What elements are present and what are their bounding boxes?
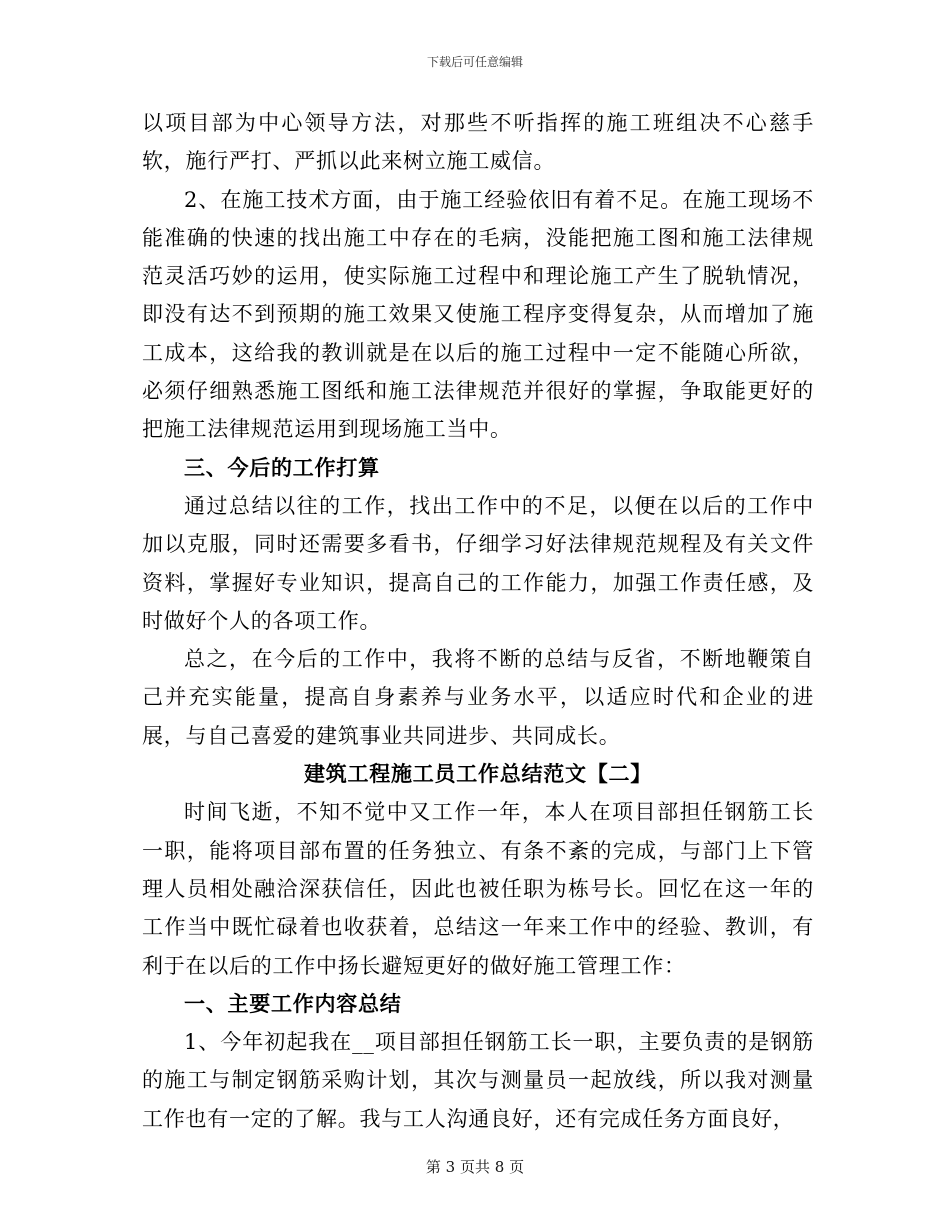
article-title-two: 建筑工程施工员工作总结范文【二】: [304, 761, 652, 787]
paragraph-conclusion: 总之，在今后的工作中，我将不断的总结与反省，不断地鞭策自己并充实能量，提高自身素养与业务水平，以适应时代和企业的进展，与自己喜爱的建筑事业共同进步、共同成长。: [142, 647, 814, 748]
section-heading-future-plans: 三、今后的工作打算: [184, 454, 380, 480]
paragraph-future-plans: 通过总结以往的工作，找出工作中的不足，以便在以后的工作中加以克服，同时还需要多看书，仔细学习好法律规范规程及有关文件资料，掌握好专业知识，提高自己的工作能力，加强工作责任感，及时做好个人的各项工作。: [142, 493, 814, 633]
section-heading-main-work: 一、主要工作内容总结: [184, 990, 402, 1016]
paragraph-continuation: 以项目部为中心领导方法，对那些不听指挥的施工班组决不心慈手软，施行严打、严抓以此来树立施工威信。: [142, 111, 814, 174]
paragraph-main-work: 1、今年初起我在__项目部担任钢筋工长一职，主要负责的是钢筋的施工与制定钢筋采购计划，其次与测量员一起放线，所以我对测量工作也有一定的了解。我与工人沟通良好，还有完成任务方面良好，: [142, 1030, 814, 1131]
document-body: [142, 104, 814, 1138]
page-footer: 第 3 页共 8 页: [425, 1158, 525, 1176]
page-header: 下载后可任意编辑: [426, 55, 523, 69]
paragraph-technical-issues: 2、在施工技术方面，由于施工经验依旧有着不足。在施工现场不能准确的快速的找出施工中存在的毛病，没能把施工图和施工法律规范灵活巧妙的运用，使实际施工过程中和理论施工产生了脱轨情况，即没有达不到预期的施工效果又使施工程序变得复杂，从而增加了施工成本，这给我的教训就是在以后的施工过程中一定不能随心所欲，必须仔细熟悉施工图纸和施工法律规范并很好的掌握，争取能更好的把施工法律规范运用到现场施工当中。: [142, 187, 814, 442]
paragraph-intro: 时间飞逝，不知不觉中又工作一年，本人在项目部担任钢筋工长一职，能将项目部布置的任务独立、有条不紊的完成，与部门上下管理人员相处融洽深获信任，因此也被任职为栋号长。回忆在这一年的工作当中既忙碌着也收获着，总结这一年来工作中的经验、教训，有利于在以后的工作中扬长避短更好的做好施工管理工作：: [142, 800, 814, 978]
